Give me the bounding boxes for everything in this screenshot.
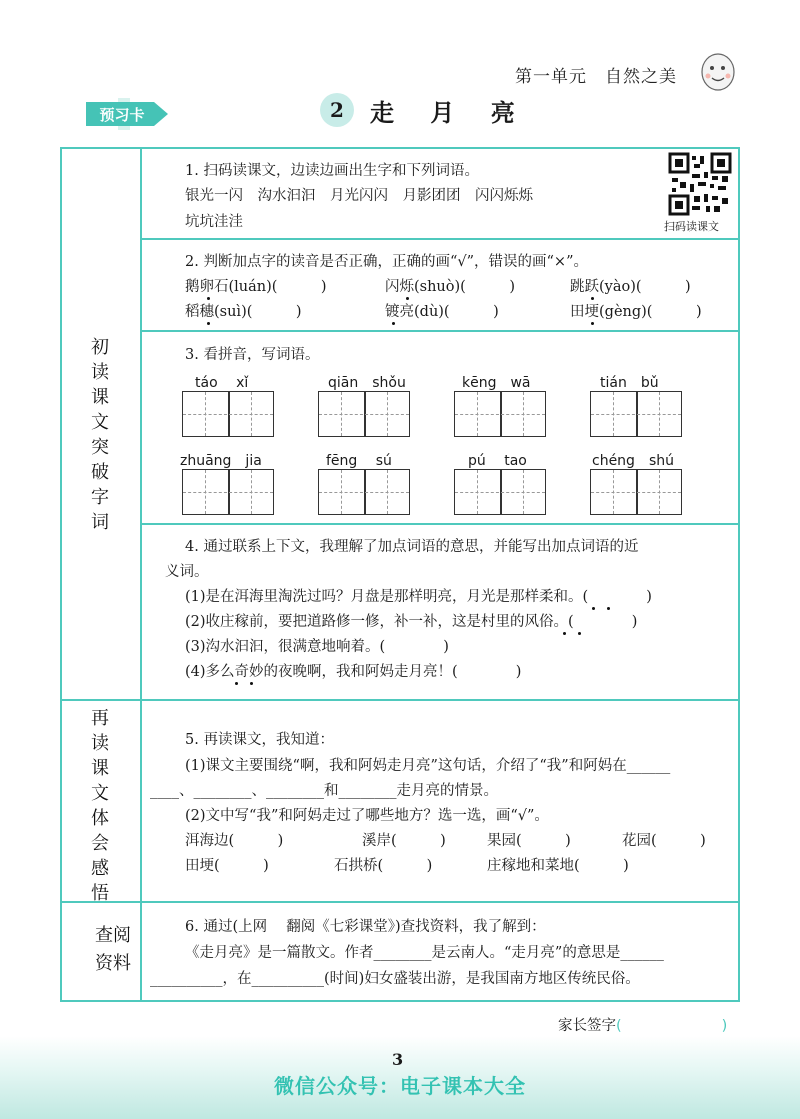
writing-grid[interactable]	[318, 391, 410, 437]
place-option: 田埂( )	[185, 858, 269, 874]
pinyin-label: fēng sú	[326, 453, 392, 469]
lesson-title: 走 月 亮	[370, 97, 529, 127]
row-divider	[140, 523, 740, 525]
qr-code-icon	[668, 152, 732, 216]
moon-mascot-icon	[696, 46, 740, 94]
q4-item: (2)收庄稼前，要把道路修一修，补一补，这是村里的风俗。( )	[185, 614, 638, 630]
writing-grid[interactable]	[454, 391, 546, 437]
emphasis-dot	[392, 322, 395, 325]
pinyin-label: pú tao	[468, 453, 527, 469]
q5-prompt: 5. 再读课文，我知道：	[185, 732, 334, 748]
q3-prompt: 3. 看拼音，写词语。	[185, 347, 320, 363]
writing-grid[interactable]	[590, 391, 682, 437]
place-option: 溪岸( )	[362, 833, 446, 849]
q6-line2: 《走月亮》是一篇散文。作者________是云南人。“走月亮”的意思是______	[185, 945, 664, 961]
q2-item: 田埂(gèng)( )	[570, 304, 702, 320]
qr-code-label: 扫码读课文	[664, 220, 719, 233]
column-divider	[140, 147, 142, 1002]
q2-prompt: 2. 判断加点字的读音是否正确，正确的画“√”，错误的画“×”。	[185, 254, 588, 270]
q2-item: 跳跃(yào)( )	[570, 279, 691, 295]
q4-item: (4)多么奇妙的夜晚啊，我和阿妈走月亮！( )	[185, 664, 522, 680]
pinyin-label: kēng wā	[462, 375, 531, 391]
signature-paren: (	[616, 1018, 622, 1034]
q5-line1: (1)课文主要围绕“啊，我和阿妈走月亮”这句话，介绍了“我”和阿妈在______	[185, 758, 671, 774]
writing-grid[interactable]	[318, 469, 410, 515]
preview-card-tag: 预习卡	[99, 106, 145, 124]
writing-grid[interactable]	[590, 469, 682, 515]
emphasis-dot	[563, 632, 566, 635]
place-option: 洱海边( )	[185, 833, 284, 849]
q1-prompt: 1. 扫码读课文，边读边画出生字和下列词语。	[185, 163, 479, 179]
writing-grid[interactable]	[182, 391, 274, 437]
pinyin-label: qiān shǒu	[328, 375, 406, 391]
emphasis-dot	[406, 297, 409, 300]
q5-line3: (2)文中写“我”和阿妈走过了哪些地方？选一选，画“√”。	[185, 808, 549, 824]
emphasis-dot	[591, 297, 594, 300]
emphasis-dot	[578, 632, 581, 635]
q1-words-line2: 坑坑洼洼	[185, 214, 243, 230]
emphasis-dot	[207, 322, 210, 325]
emphasis-dot	[607, 607, 610, 610]
q5-line2: ____、________、________和________走月亮的情景。	[150, 783, 498, 799]
q1-words-line1: 银光一闪 沟水汩汩 月光闪闪 月影团团 闪闪烁烁	[185, 188, 533, 204]
row-divider	[60, 699, 740, 701]
row-divider	[140, 330, 740, 332]
place-option: 石拱桥( )	[334, 858, 433, 874]
writing-grid[interactable]	[454, 469, 546, 515]
parent-signature[interactable]	[558, 1014, 727, 1035]
place-option: 花园( )	[622, 833, 706, 849]
pinyin-label: zhuāng jia	[180, 453, 262, 469]
emphasis-dot	[207, 297, 210, 300]
lesson-heading	[320, 90, 529, 130]
lesson-number: 2	[320, 93, 354, 127]
section-label-research: 查阅资料	[95, 925, 131, 974]
q4-item: (1)是在洱海里淘洗过吗？月盘是那样明亮，月光是那样柔和。( )	[185, 589, 652, 605]
page-number: 3	[392, 1050, 404, 1069]
q4-prompt-continued: 义词。	[165, 564, 209, 580]
place-option: 果园( )	[487, 833, 571, 849]
emphasis-dot	[592, 607, 595, 610]
writing-grid[interactable]	[182, 469, 274, 515]
row-divider	[140, 238, 740, 240]
q2-item: 闪烁(shuò)( )	[385, 279, 515, 295]
pinyin-label: chéng shú	[592, 453, 674, 469]
section-label-first-reading: 初读课文 突破字词	[91, 337, 127, 533]
pinyin-label: táo xǐ	[195, 375, 249, 391]
section-label-second-reading: 再读课文 体会感悟	[91, 708, 127, 904]
q6-line1: 6. 通过(上网 翻阅《七彩课堂》)查找资料，我了解到：	[185, 919, 546, 935]
emphasis-dot	[250, 682, 253, 685]
emphasis-dot	[235, 682, 238, 685]
signature-paren: )	[721, 1018, 728, 1034]
q6-line3: __________，在__________(时间)妇女盛装出游，是我国南方地区传统民俗。	[150, 971, 640, 987]
row-divider	[60, 901, 740, 903]
q2-item: 鹅卵石(luán)( )	[185, 279, 327, 295]
pinyin-label: tián bǔ	[600, 375, 659, 391]
unit-title: 第一单元 自然之美	[515, 67, 677, 87]
wechat-watermark: 微信公众号：电子课本大全	[274, 1074, 526, 1098]
q2-item: 稻穗(suì)( )	[185, 304, 302, 320]
place-option: 庄稼地和菜地( )	[487, 858, 629, 874]
q2-item: 镀亮(dù)( )	[385, 304, 499, 320]
q4-prompt: 4. 通过联系上下文，我理解了加点词语的意思，并能写出加点词语的近	[185, 539, 639, 555]
q4-item: (3)沟水汩汩，很满意地响着。( )	[185, 639, 449, 655]
emphasis-dot	[591, 322, 594, 325]
signature-label: 家长签字	[558, 1018, 616, 1034]
